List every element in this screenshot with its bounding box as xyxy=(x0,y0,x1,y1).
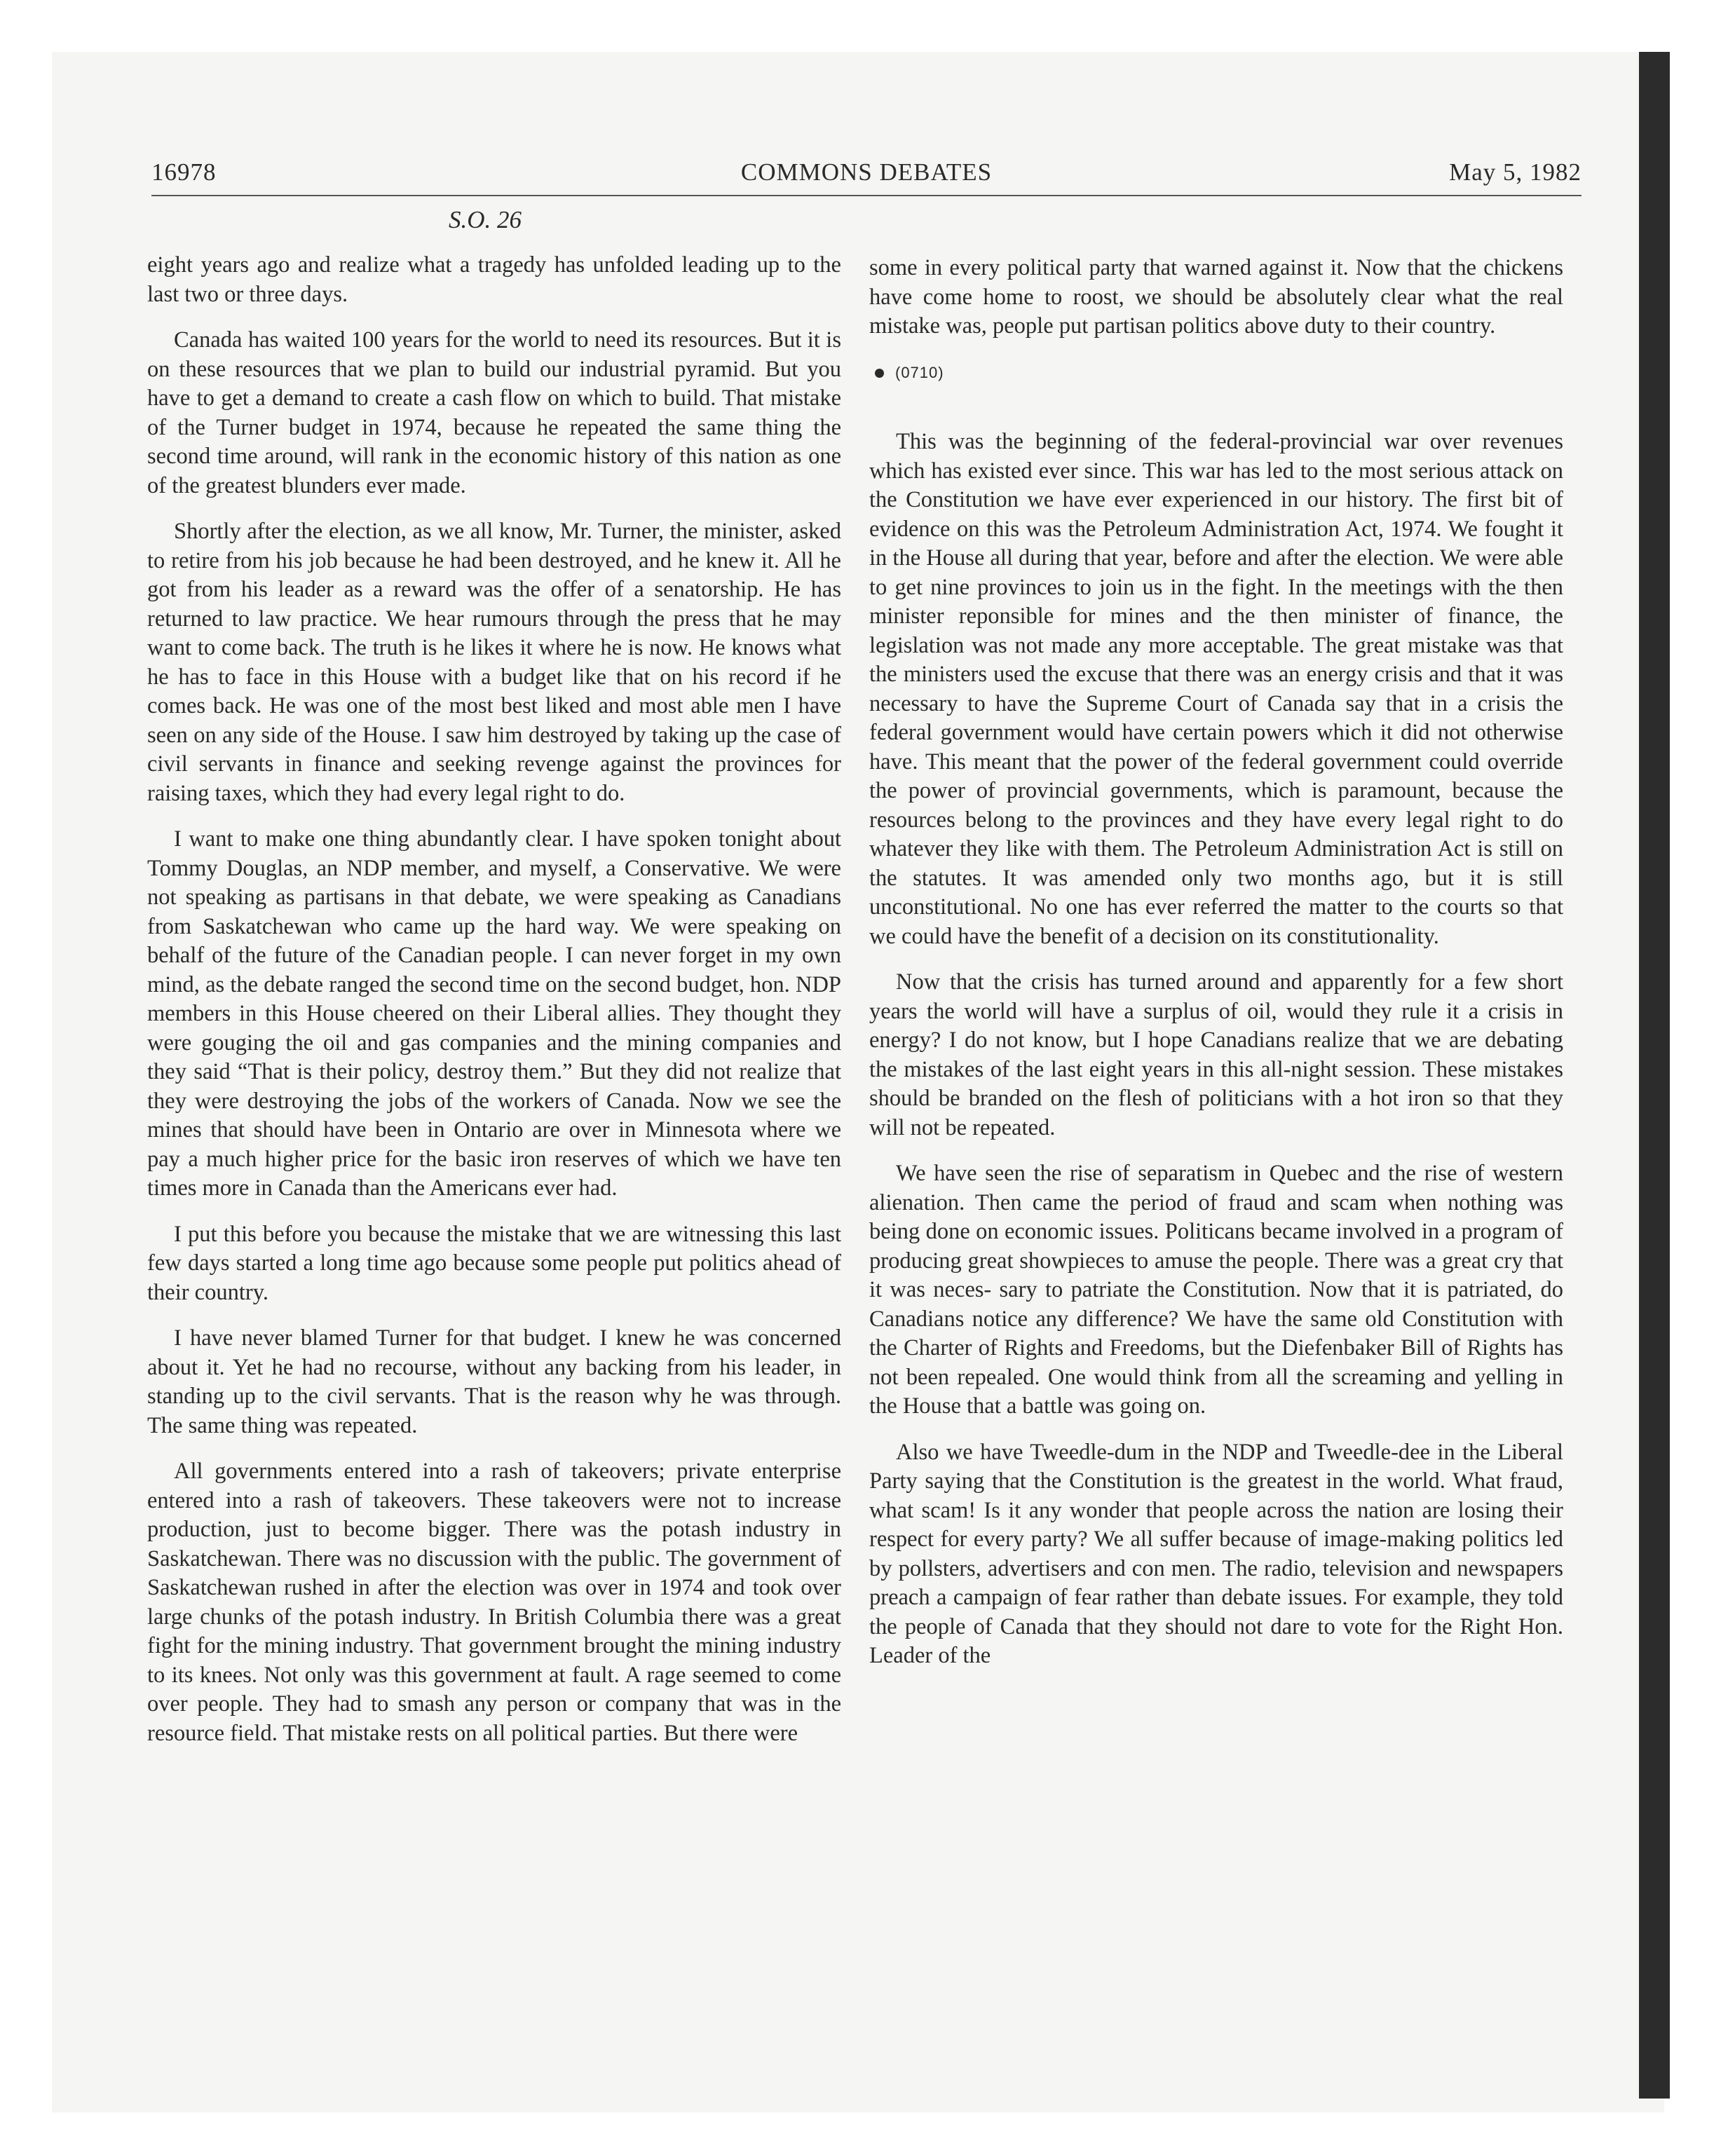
paragraph: All governments entered into a rash of takeovers; private enterprise entered into a rash of takeovers. These takeovers were not to increase production, just to become bigger. There was the potash industry in Saskatchewan. There was no discussion with the public. The government of Saskatchewan rushed in after the election was over in 1974 and took over large chunks of the potash industry. In British Columbia there was a great fight for the mining industry. That government brought the mining industry to its knees. Not only was this government at fault. A rage seemed to come over people. They had to smash any person or company that was in the resource field. That mistake rests on all political parties. But there were xyxy=(147,1459,841,1746)
paragraph: I have never blamed Turner for that budget. I knew he was concerned about it. Yet he had no recourse, without any backing from his leader, in standing up to the civil servants. That is the reason why he was through. The same thing was repeated. xyxy=(147,1325,841,1438)
paragraph: some in every political party that warned against it. Now that the chickens have come home to roost, we should be absolutely clear what the real mistake was, people put partisan politics above duty to their country. xyxy=(869,255,1563,339)
right-column xyxy=(869,254,1563,1688)
running-head xyxy=(151,158,1581,196)
paragraph: I want to make one thing abundantly clear. I have spoken tonight about Tommy Douglas, an NDP member, and myself, a Conservative. We were not speaking as partisans in that debate, we were speaking as Canadians from Saskatchewan who came up the hard way. We were speaking on behalf of the future of the Canadian people. I can never forget in my own mind, as the debate ranged the second time on the second budget, hon. NDP members in this House cheered on their Liberal allies. They thought they were gouging the oil and gas companies and the mining companies and they said “That is their policy, destroy them.” But they did not realize that they were destroying the jobs of the workers of Canada. Now we see the mines that should have been in Ontario are over in Minnesota where we pay a much higher price for the basic iron reserves of which we have ten times more in Canada than the Americans ever had. xyxy=(147,826,841,1201)
paragraph: I put this before you because the mistake that we are witnessing this last few days started a long time ago because some people put politics ahead of their country. xyxy=(147,1221,841,1305)
scan-edge-shadow xyxy=(1639,52,1670,2099)
page-number: 16978 xyxy=(151,158,217,186)
left-column xyxy=(147,251,841,1765)
journal-title: COMMONS DEBATES xyxy=(740,158,993,186)
paragraph: Canada has waited 100 years for the world to need its resources. But it is on these resources that we plan to build our industrial pyramid. But you have to get a demand to create a cash flow on which to build. That mistake of the Turner budget in 1974, because he repeated the same thing the second time around, will rank in the economic history of this nation as one of the greatest blunders ever made. xyxy=(147,327,841,498)
section-tag: S.O. 26 xyxy=(449,206,522,233)
time-stamp-label: (0710) xyxy=(895,363,944,381)
time-stamp xyxy=(875,358,1563,388)
paragraph: eight years ago and realize what a tragedy has unfolded leading up to the last two or three days. xyxy=(147,252,841,307)
paragraph: Shortly after the election, as we all know, Mr. Turner, the minister, asked to retire from his job because he had been destroyed, and he knew it. All he got from his leader as a reward was the offer of a senatorship. He has returned to law practice. We hear rumours through the press that he may want to come back. The truth is he likes it where he is now. He knows what he has to face in this House with a budget like that on his record if he comes back. He was one of the most best liked and most able men I have seen on any side of the House. I saw him destroyed by taking up the case of civil servants in finance and seeking revenge against the provinces for raising taxes, which they had every legal right to do. xyxy=(147,519,841,806)
bullet-icon xyxy=(875,369,884,378)
paragraph: We have seen the rise of separatism in Quebec and the rise of western alienation. Then came the period of fraud and scam when nothing was being done on economic issues. Politicans became involved in a program of producing great showpieces to amuse the people. There was a great cry that it was neces- sary to patriate the Constitution. Now that it is patriated, do Canadians notice any difference? We have the same old Constitution with the Charter of Rights and Freedoms, but the Diefenbaker Bill of Rights has not been repealed. One would think from all the screaming and yelling in the House that a battle was going on. xyxy=(869,1161,1563,1419)
paragraph: Now that the crisis has turned around and apparently for a few short years the world will have a surplus of oil, would they rule it a crisis in energy? I do not know, but I hope Canadians realize that we are debating the mistakes of the last eight years in this all-night session. These mistakes should be branded on the flesh of politicians with a hot iron so that they will not be repeated. xyxy=(869,969,1563,1140)
paragraph: This was the beginning of the federal-provincial war over revenues which has existed ever since. This war has led to the most serious attack on the Constitution we have ever experienced in our history. The first bit of evidence on this was the Petroleum Administration Act, 1974. We fought it in the House all during that year, before and after the election. We were able to get nine provinces to join us in the fight. In the meetings with the then minister reponsible for mines and the then minister of finance, the legislation was not made any more acceptable. The great mistake was that the ministers used the excuse that there was an energy crisis and that it was necessary to have the Supreme Court of Canada say that in a crisis the federal government would have certain powers which it did not otherwise have. This meant that the power of the federal government could override the power of provincial governments, which is paramount, because the resources belong to the provinces and they have every legal right to do whatever they like with them. The Petroleum Administration Act is still on the statutes. It was amended only two months ago, but it is still unconstitutional. No one has ever referred the matter to the courts so that we could have the benefit of a decision on its constitutionality. xyxy=(869,429,1563,949)
page-date: May 5, 1982 xyxy=(1449,158,1581,186)
paragraph: Also we have Tweedle-dum in the NDP and Tweedle-dee in the Liberal Party saying that the Constitution is the greatest in the world. What fraud, what scam! Is it any wonder that people across the nation are losing their respect for every party? We all suffer because of image-making politics led by pollsters, advertisers and con men. The radio, television and newspapers preach a campaign of fear rather than debate issues. For example, they told the people of Canada that they should not dare to vote for the Right Hon. Leader of the xyxy=(869,1439,1563,1668)
